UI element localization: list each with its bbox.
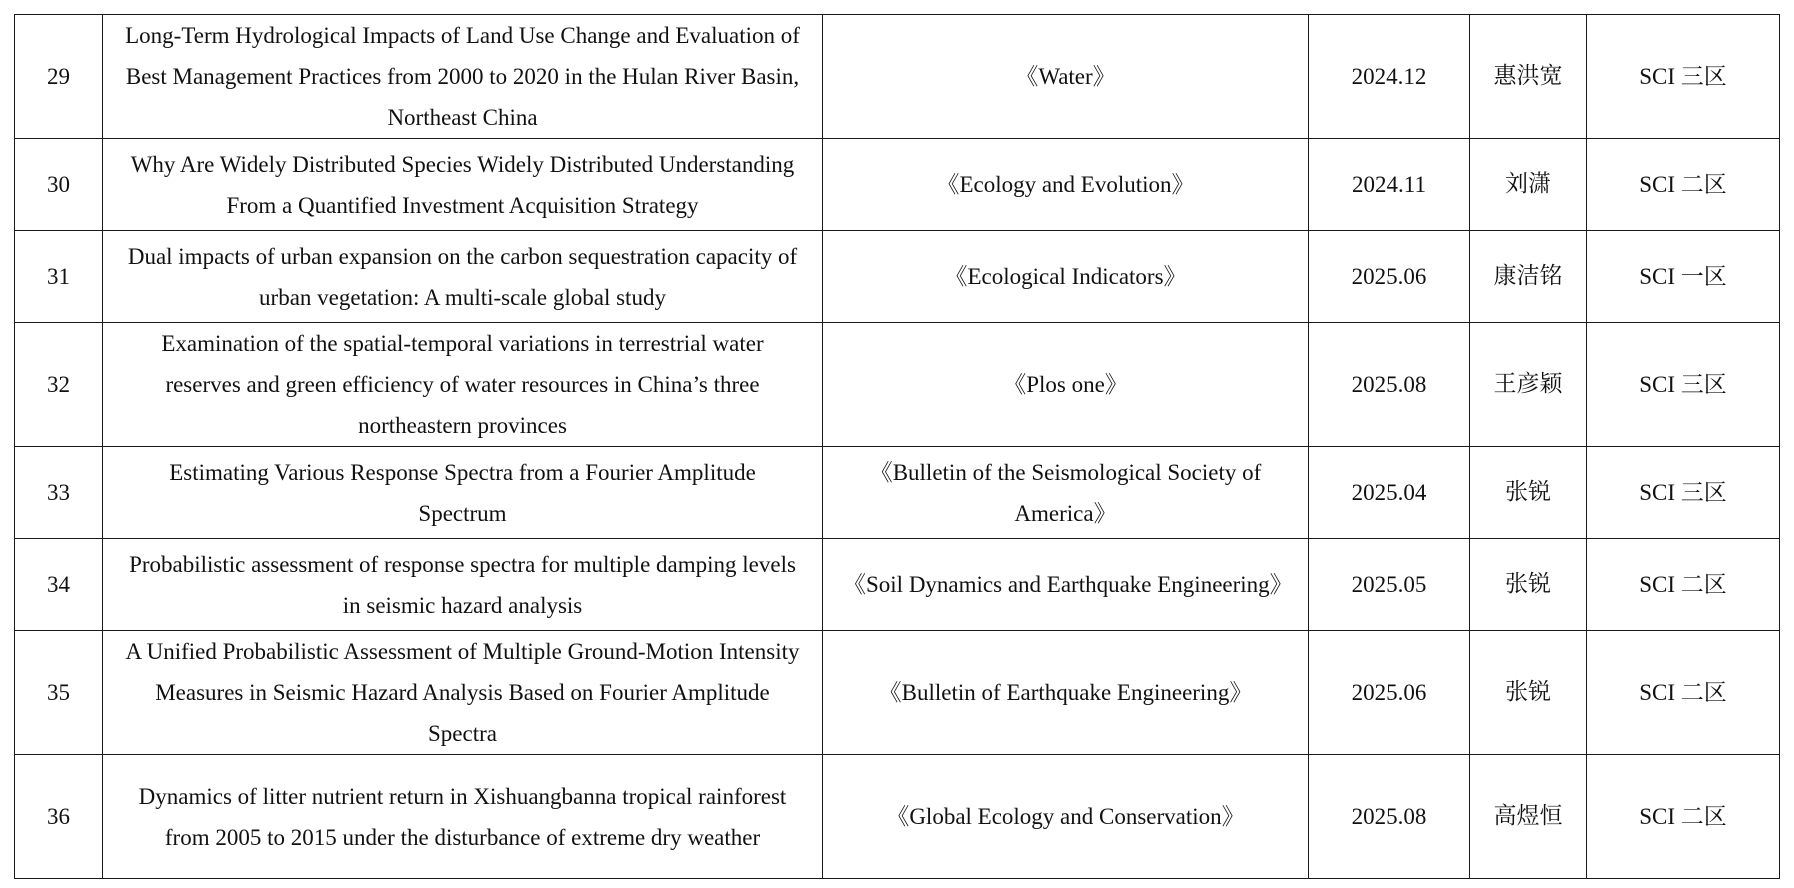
row-number: 35 xyxy=(15,631,103,755)
journal-level: SCI 三区 xyxy=(1587,323,1780,447)
row-number: 31 xyxy=(15,231,103,323)
table-row xyxy=(15,539,1780,631)
author-name: 高煜恒 xyxy=(1470,755,1587,879)
journal-name: 《Water》 xyxy=(823,15,1309,139)
table-row xyxy=(15,231,1780,323)
author-name: 张锐 xyxy=(1470,447,1587,539)
journal-level: SCI 三区 xyxy=(1587,15,1780,139)
journal-level: SCI 二区 xyxy=(1587,631,1780,755)
journal-name: 《Soil Dynamics and Earthquake Engineering》 xyxy=(823,539,1309,631)
author-name: 张锐 xyxy=(1470,631,1587,755)
journal-name: 《Bulletin of the Seismological Society of America》 xyxy=(823,447,1309,539)
table-row xyxy=(15,631,1780,755)
publication-date: 2025.05 xyxy=(1309,539,1470,631)
journal-name: 《Ecology and Evolution》 xyxy=(823,139,1309,231)
author-name: 张锐 xyxy=(1470,539,1587,631)
paper-title: A Unified Probabilistic Assessment of Multiple Ground-Motion Intensity Measures in Seismic Hazard Analysis Based on Fourier Amplitude Spectra xyxy=(103,631,823,755)
table-row xyxy=(15,323,1780,447)
journal-name: 《Bulletin of Earthquake Engineering》 xyxy=(823,631,1309,755)
row-number: 29 xyxy=(15,15,103,139)
journal-level: SCI 二区 xyxy=(1587,755,1780,879)
row-number: 30 xyxy=(15,139,103,231)
row-number: 33 xyxy=(15,447,103,539)
author-name: 康洁铭 xyxy=(1470,231,1587,323)
publication-date: 2024.11 xyxy=(1309,139,1470,231)
paper-title: Dual impacts of urban expansion on the carbon sequestration capacity of urban vegetation: A multi-scale global study xyxy=(103,231,823,323)
journal-name: 《Plos one》 xyxy=(823,323,1309,447)
table-row xyxy=(15,755,1780,879)
journal-level: SCI 二区 xyxy=(1587,139,1780,231)
paper-title: Why Are Widely Distributed Species Widely Distributed Understanding From a Quantified Investment Acquisition Strategy xyxy=(103,139,823,231)
publication-date: 2025.08 xyxy=(1309,755,1470,879)
publication-date: 2025.06 xyxy=(1309,631,1470,755)
journal-level: SCI 一区 xyxy=(1587,231,1780,323)
author-name: 王彦颖 xyxy=(1470,323,1587,447)
journal-level: SCI 三区 xyxy=(1587,447,1780,539)
row-number: 34 xyxy=(15,539,103,631)
paper-title: Estimating Various Response Spectra from a Fourier Amplitude Spectrum xyxy=(103,447,823,539)
publication-date: 2025.06 xyxy=(1309,231,1470,323)
journal-level: SCI 二区 xyxy=(1587,539,1780,631)
author-name: 刘潇 xyxy=(1470,139,1587,231)
table-row xyxy=(15,15,1780,139)
table-row xyxy=(15,139,1780,231)
publication-table xyxy=(14,14,1780,879)
publication-date: 2025.08 xyxy=(1309,323,1470,447)
paper-title: Dynamics of litter nutrient return in Xishuangbanna tropical rainforest from 2005 to 2015 under the disturbance of extreme dry weather xyxy=(103,755,823,879)
row-number: 32 xyxy=(15,323,103,447)
paper-title: Examination of the spatial-temporal variations in terrestrial water reserves and green efficiency of water resources in China’s three northeastern provinces xyxy=(103,323,823,447)
table-row xyxy=(15,447,1780,539)
journal-name: 《Ecological Indicators》 xyxy=(823,231,1309,323)
journal-name: 《Global Ecology and Conservation》 xyxy=(823,755,1309,879)
row-number: 36 xyxy=(15,755,103,879)
publication-date: 2025.04 xyxy=(1309,447,1470,539)
paper-title: Probabilistic assessment of response spectra for multiple damping levels in seismic hazard analysis xyxy=(103,539,823,631)
publication-table-container xyxy=(14,14,1780,879)
paper-title: Long-Term Hydrological Impacts of Land Use Change and Evaluation of Best Management Practices from 2000 to 2020 in the Hulan River Basin, Northeast China xyxy=(103,15,823,139)
publication-date: 2024.12 xyxy=(1309,15,1470,139)
author-name: 惠洪宽 xyxy=(1470,15,1587,139)
